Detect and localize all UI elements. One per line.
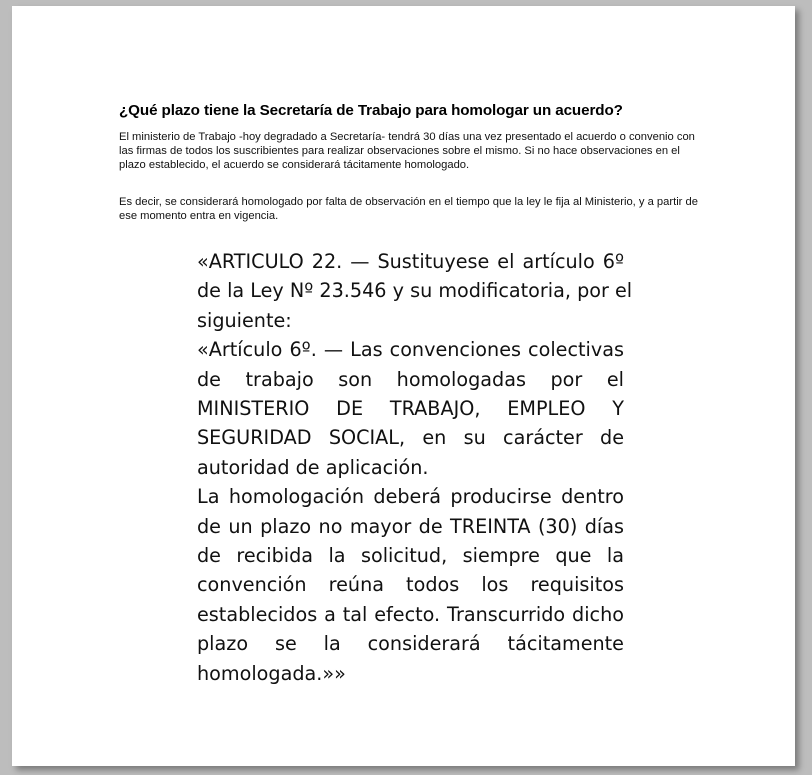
- quote-line: convención reúna todos los requisitos: [197, 573, 624, 597]
- section-heading: ¿Qué plazo tiene la Secretaría de Trabajo para homologar un acuerdo?: [119, 102, 623, 119]
- quote-line: establecidos a tal efecto. Transcurrido dicho: [197, 602, 624, 626]
- body-paragraph: El ministerio de Trabajo -hoy degradado a Secretaría- tendrá 30 días una vez presentado el acuerdo o convenio con las firmas de todos los suscribientes para realizar observaciones sobre el mismo. Si no hace observaciones en el plazo establecido, el acuerdo se considerará tácitamente homologado.: [119, 131, 695, 171]
- quote-line: homologada.»»: [197, 661, 346, 685]
- law-article-quote: [197, 247, 633, 688]
- quote-line: siguiente:: [197, 308, 292, 332]
- quote-line: «ARTICULO 22. — Sustituyese el artículo 6º: [197, 250, 624, 273]
- body-paragraph: Es decir, se considerará homologado por falta de observación en el tiempo que la ley le fija al Ministerio, y a partir de ese momento entra en vigencia.: [119, 196, 698, 222]
- quote-line: de un plazo no mayor de TREINTA (30) días: [197, 514, 624, 538]
- document-page: [12, 6, 795, 766]
- quote-line: La homologación deberá producirse dentro: [197, 485, 624, 509]
- quote-line: autoridad de aplicación.: [197, 455, 429, 479]
- quote-line: de recibida la solicitud, siempre que la: [197, 544, 624, 568]
- quote-line: SEGURIDAD SOCIAL, en su carácter de: [197, 426, 624, 450]
- quote-line: «Artículo 6º. — Las convenciones colectivas: [197, 338, 624, 362]
- quote-line: de trabajo son homologadas por el: [197, 367, 624, 391]
- quote-line: MINISTERIO DE TRABAJO, EMPLEO Y: [197, 397, 624, 421]
- quote-line: plazo se la considerará tácitamente: [197, 632, 624, 656]
- quote-line: de la Ley Nº 23.546 y su modificatoria, por el: [197, 279, 633, 303]
